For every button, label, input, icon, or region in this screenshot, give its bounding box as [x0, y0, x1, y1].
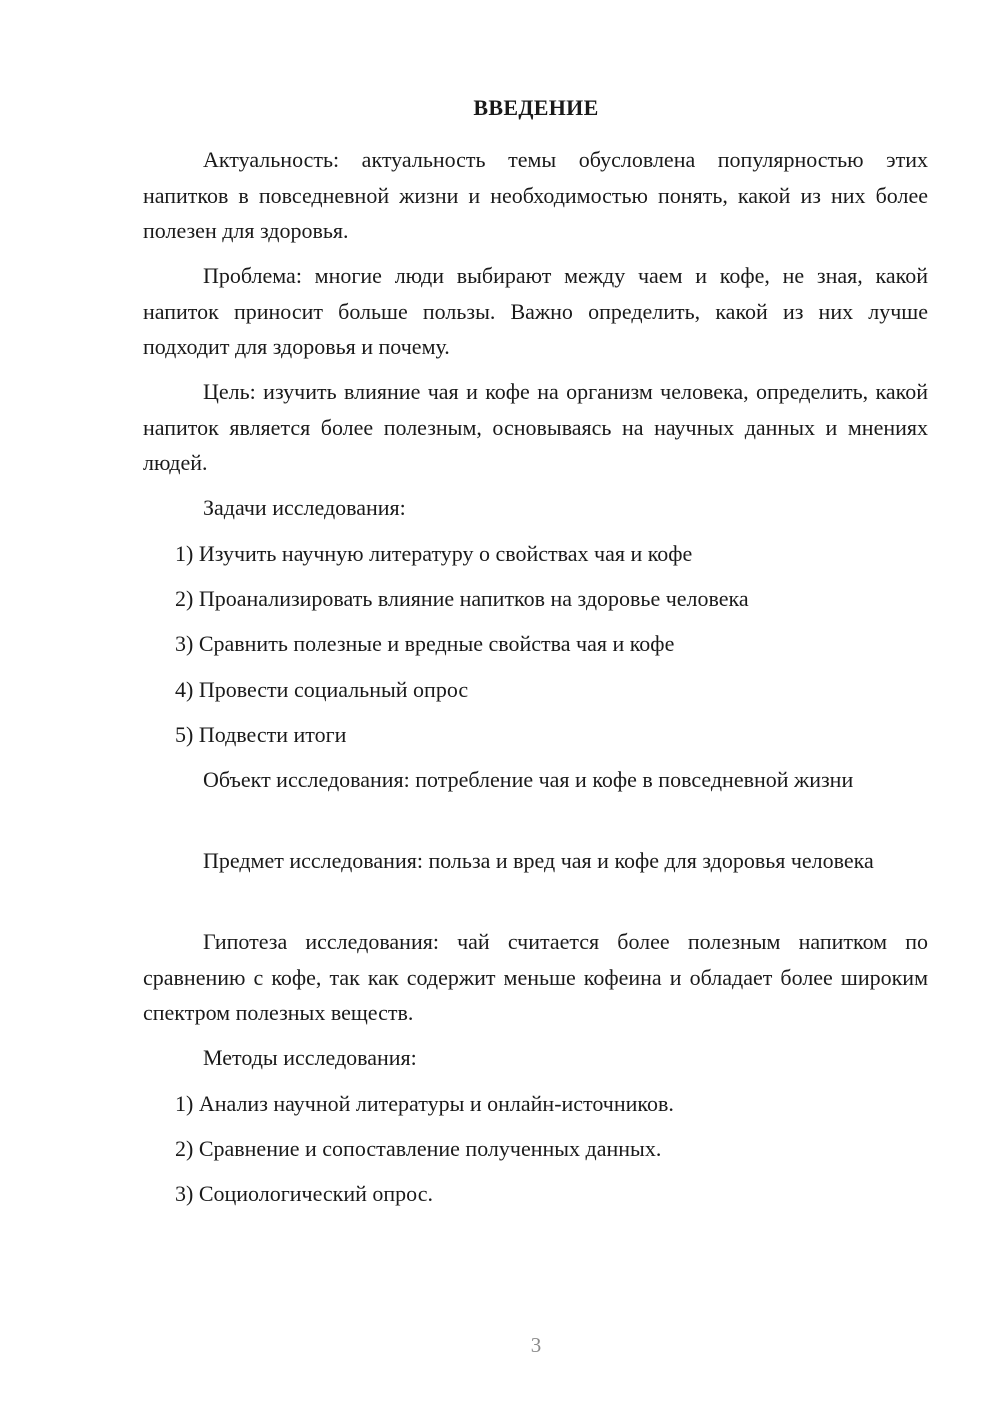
relevance-paragraph: Актуальность: актуальность темы обусловлена популярностью этих напитков в повседневной жизни и необходимостью понять, какой из них более полезен для здоровья.: [143, 147, 928, 243]
object-paragraph: Объект исследования: потребление чая и кофе в повседневной жизни: [203, 767, 854, 792]
page-title: ВВЕДЕНИЕ: [473, 95, 599, 120]
subject-paragraph: Предмет исследования: польза и вред чая и кофе для здоровья человека: [203, 848, 874, 873]
task-item-1: 1) Изучить научную литературу о свойствах чая и кофе: [175, 541, 693, 566]
task-item-5: 5) Подвести итоги: [175, 722, 347, 747]
methods-heading: Методы исследования:: [203, 1045, 417, 1070]
method-item-2: 2) Сравнение и сопоставление полученных данных.: [175, 1136, 662, 1161]
task-item-4: 4) Провести социальный опрос: [175, 677, 469, 702]
method-item-1: 1) Анализ научной литературы и онлайн-источников.: [175, 1091, 674, 1116]
method-item-3: 3) Социологический опрос.: [175, 1181, 433, 1206]
page-number: 3: [530, 1333, 542, 1357]
goal-paragraph: Цель: изучить влияние чая и кофе на организм человека, определить, какой напиток является более полезным, основываясь на научных данных и мнениях людей.: [143, 379, 928, 475]
tasks-heading: Задачи исследования:: [203, 495, 406, 520]
task-item-2: 2) Проанализировать влияние напитков на здоровье человека: [175, 586, 749, 611]
problem-paragraph: Проблема: многие люди выбирают между чаем и кофе, не зная, какой напиток приносит больше пользы. Важно определить, какой из них лучше подходит для здоровья и почему.: [143, 263, 928, 359]
task-item-3: 3) Сравнить полезные и вредные свойства чая и кофе: [175, 631, 675, 656]
hypothesis-paragraph: Гипотеза исследования: чай считается более полезным напитком по сравнению с кофе, так как содержит меньше кофеина и обладает более широким спектром полезных веществ.: [143, 929, 928, 1025]
